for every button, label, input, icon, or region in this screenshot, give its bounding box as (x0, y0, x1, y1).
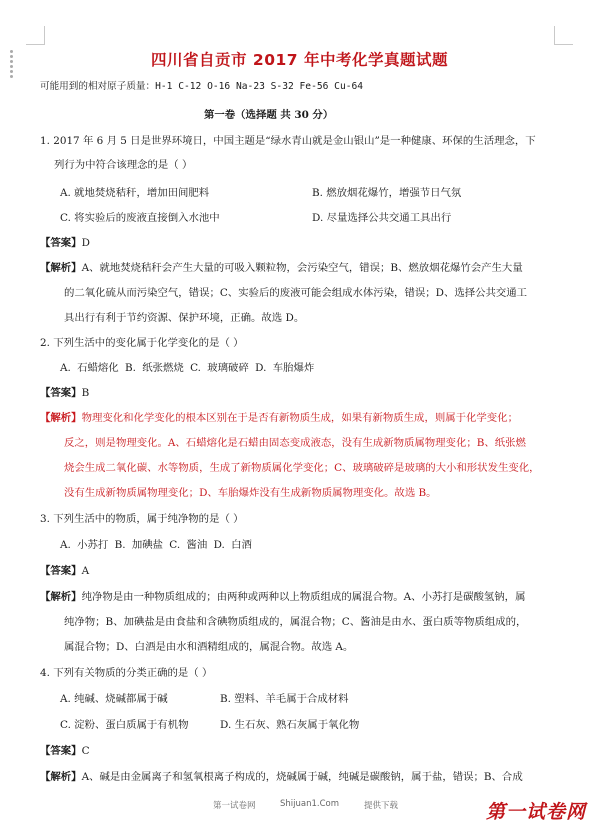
q4-analysis-line-1 (40, 770, 523, 784)
q3-analysis-text-1: 纯净物是由一种物质组成的；由两种或两种以上物质组成的属混合物。A、小苏打是碳酸氢钠，属 (81, 591, 526, 603)
answer-tag: 【答案】 (40, 565, 82, 577)
analysis-tag: 【解析】 (40, 262, 82, 274)
answer-value: D (81, 237, 90, 249)
q1-option-d: D. 尽量选择公共交通工具出行 (312, 212, 452, 224)
q3-options: A. 小苏打 B. 加碘盐 C. 酱油 D. 白酒 (60, 539, 252, 551)
q4-option-b: B. 塑料、羊毛属于合成材料 (220, 693, 349, 705)
q3-analysis-line-2: 纯净物；B、加碘盐是由食盐和含碘物质组成的，属混合物；C、酱油是由水、蛋白质等物质组成的， (64, 616, 527, 628)
q4-option-a: A. 纯碱、烧碱都属于碱 (60, 693, 168, 705)
q1-analysis-line-1 (40, 261, 523, 275)
q2-analysis-text-1: 物理变化和化学变化的根本区别在于是否有新物质生成，如果有新物质生成，则属于化学变化； (81, 412, 518, 424)
q2-options: A. 石蜡熔化 B. 纸张燃烧 C. 玻璃破碎 D. 车胎爆炸 (60, 362, 315, 374)
q2-stem: 2. 下列生活中的变化属于化学变化的是（ ） (40, 337, 244, 349)
crop-mark-top-right (554, 26, 573, 45)
answer-tag: 【答案】 (40, 745, 82, 757)
analysis-tag: 【解析】 (40, 412, 82, 424)
q4-analysis-text-1: A、碱是由金属离子和氢氧根离子构成的，烧碱属于碱，纯碱是碳酸钠，属于盐，错误；B、合成 (81, 771, 523, 783)
q1-option-b: B. 燃放烟花爆竹，增强节日气氛 (312, 187, 462, 199)
q2-analysis-line-4: 没有生成新物质属物理变化；D、车胎爆炸没有生成新物质属物理变化。故选 B。 (64, 487, 437, 499)
crop-mark-top-left (26, 26, 45, 45)
q3-analysis-line-3: 属混合物；D、白酒是由水和酒精组成的，属混合物。故选 A。 (64, 641, 354, 653)
answer-tag: 【答案】 (40, 237, 82, 249)
answer-tag: 【答案】 (40, 387, 82, 399)
q2-answer (40, 386, 89, 400)
q4-stem: 4. 下列有关物质的分类正确的是（ ） (40, 667, 213, 679)
q1-analysis-line-3: 具出行有利于节约资源、保护环境，正确。故选 D。 (64, 312, 305, 324)
footer-download: 提供下载 (364, 801, 399, 811)
q1-stem-line-1: 1. 2017 年 6 月 5 日是世界环境日，中国主题是“绿水青山就是金山银山”是一种健康、环保的生活理念，下 (40, 135, 536, 147)
q3-analysis-line-1 (40, 590, 525, 604)
answer-value: A (81, 565, 90, 577)
analysis-tag: 【解析】 (40, 591, 82, 603)
q1-analysis-line-2: 的二氧化硫从而污染空气，错误；C、实验后的废液可能会组成水体污染，错误；D、选择公共交通工 (64, 287, 528, 299)
analysis-tag: 【解析】 (40, 771, 82, 783)
q1-answer (40, 236, 90, 250)
page-title: 四川省自贡市 2017 年中考化学真题试题 (151, 51, 448, 69)
q1-analysis-text-1: A、就地焚烧秸秆会产生大量的可吸入颗粒物，会污染空气，错误；B、燃放烟花爆竹会产生大量 (81, 262, 523, 274)
atomic-masses: 可能用到的相对原子质量：H-1 C-12 O-16 Na-23 S-32 Fe-56 Cu-64 (40, 81, 364, 92)
q4-option-d: D. 生石灰、熟石灰属于氧化物 (220, 719, 360, 731)
q2-analysis-line-2: 反之，则是物理变化。A、石蜡熔化是石蜡由固态变成液态，没有生成新物质属物理变化；B、纸张燃 (64, 437, 526, 449)
footer-site-url[interactable]: Shijuan1.Com (280, 799, 340, 809)
q4-option-c: C. 淀粉、蛋白质属于有机物 (60, 719, 189, 731)
q3-answer (40, 564, 89, 578)
q4-answer (40, 744, 90, 758)
q1-option-a: A. 就地焚烧秸秆，增加田间肥料 (60, 187, 210, 199)
answer-value: C (81, 745, 90, 757)
answer-value: B (81, 387, 90, 399)
footer-site-name: 第一试卷网 (213, 801, 256, 811)
q3-stem: 3. 下列生活中的物质，属于纯净物的是（ ） (40, 513, 244, 525)
site-logo: 第一试卷网 (486, 801, 587, 823)
q1-stem-line-2: 列行为中符合该理念的是（ ） (54, 159, 193, 171)
q1-option-c: C. 将实验后的废液直接倒入水池中 (60, 212, 220, 224)
section-heading: 第一卷（选择题 共 30 分） (204, 109, 334, 121)
q2-analysis-line-1 (40, 411, 518, 425)
q2-analysis-line-3: 烧会生成二氧化碳、水等物质，生成了新物质属化学变化；C、玻璃破碎是玻璃的大小和形状发生变化， (64, 462, 540, 474)
